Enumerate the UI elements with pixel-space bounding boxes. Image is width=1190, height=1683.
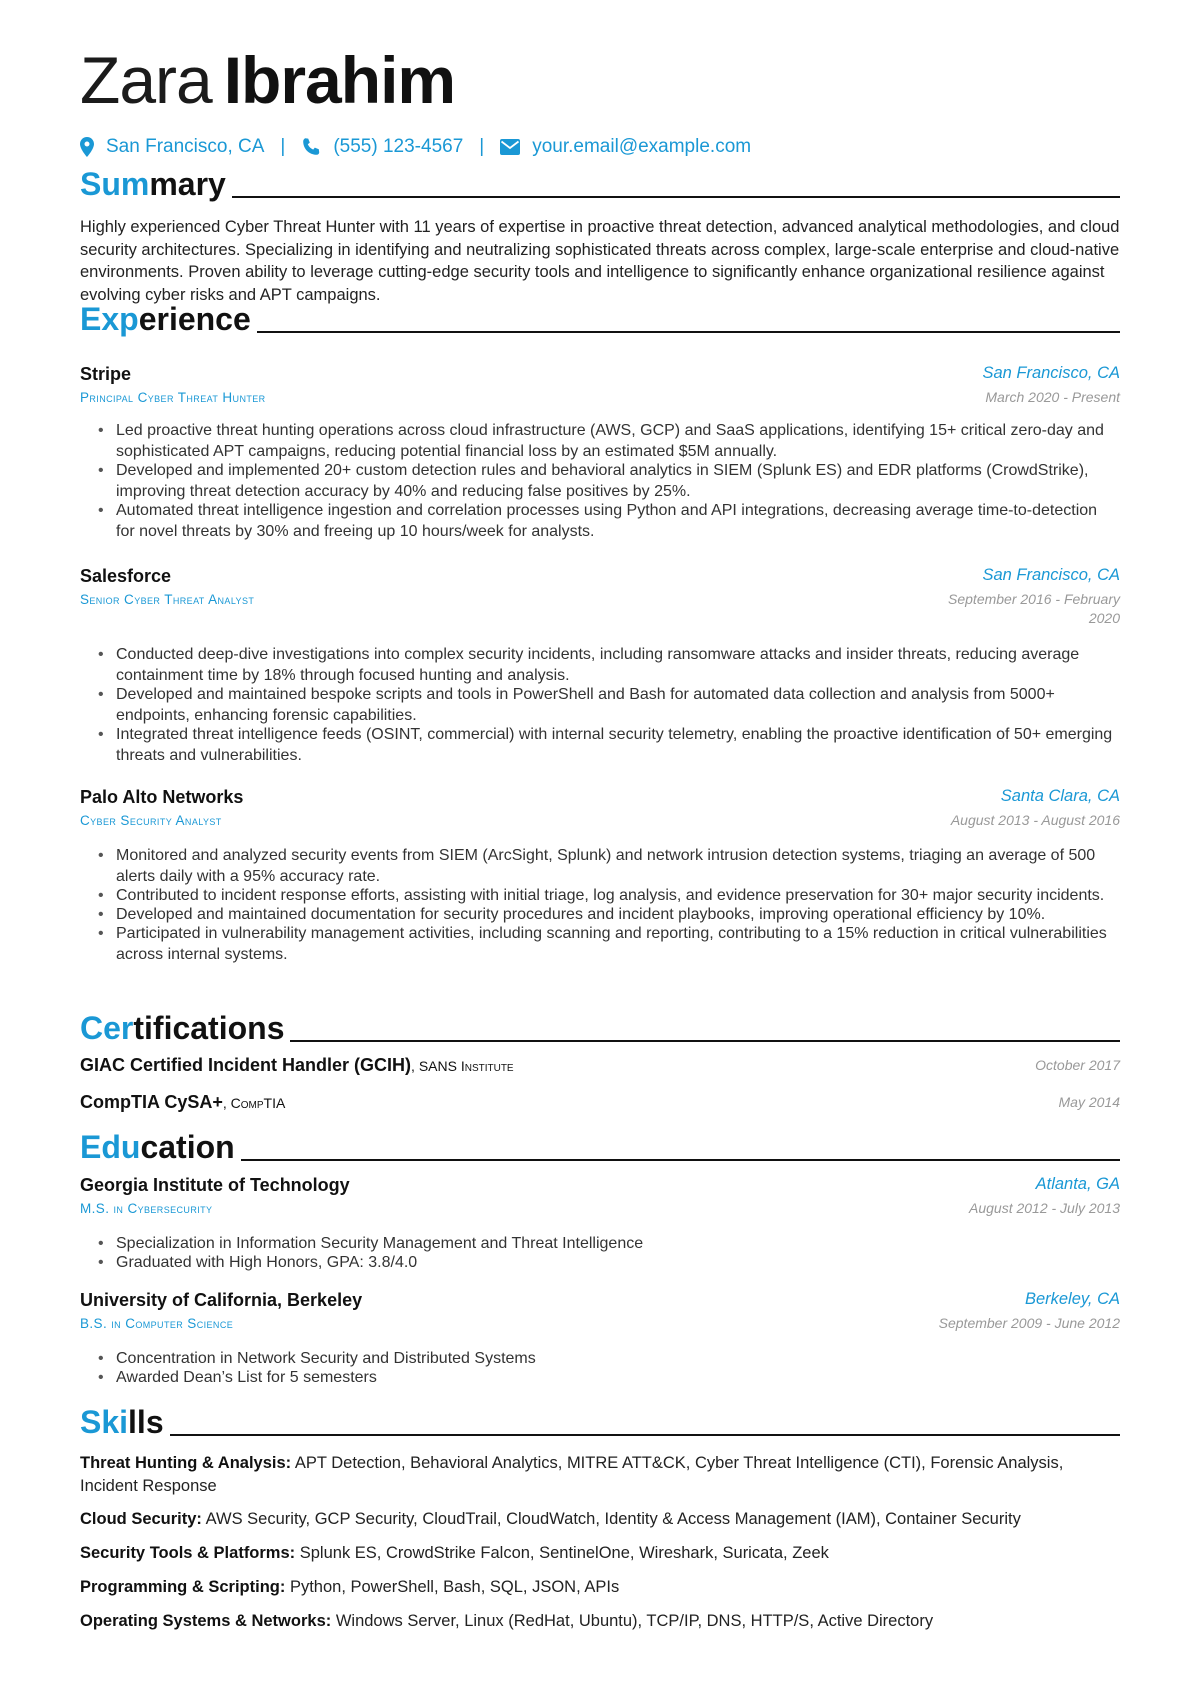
section-rule — [232, 196, 1120, 198]
bullet-item: • Developed and maintained bespoke scripts and tools in PowerShell and Bash for automated data collection and analysis from 5000+ endpoints, enhancing forensic capabilities. — [98, 684, 1118, 726]
section-heading — [80, 1125, 1120, 1167]
cert-date: October 2017 — [1035, 1057, 1120, 1073]
job-dates: March 2020 - Present — [985, 389, 1120, 405]
section-title: Skills — [80, 1404, 164, 1440]
bullet-item: • Developed and implemented 20+ custom detection rules and behavioral analytics in SIEM (Splunk ES) and EDR platforms (CrowdStrike), improving threat detection accuracy by 40% and reducing false positives by 25%. — [98, 460, 1118, 502]
section-title: Education — [80, 1129, 235, 1165]
contact-phone — [301, 136, 463, 158]
skill-list: AWS Security, GCP Security, CloudTrail, CloudWatch, Identity & Access Management (IAM), Container Security — [205, 1510, 1021, 1528]
contact-bar — [80, 132, 751, 162]
section-title: Summary — [80, 166, 226, 202]
degree: M.S. in Cybersecurity — [80, 1201, 213, 1216]
contact-separator: | — [479, 136, 485, 157]
resume-page — [80, 0, 1120, 1683]
skill-list: Splunk ES, CrowdStrike Falcon, SentinelOne, Wireshark, Suricata, Zeek — [299, 1544, 829, 1562]
job-bullets — [98, 420, 1118, 540]
skill-row — [80, 1576, 1120, 1599]
skill-list: APT Detection, Behavioral Analytics, MITRE ATT&CK, Cyber Threat Intelligence (CTI), Forensic Analysis, Incident Response — [80, 1454, 1064, 1495]
job-title: Senior Cyber Threat Analyst — [80, 592, 255, 607]
job-title: Cyber Security Analyst — [80, 813, 222, 828]
school-name: University of California, Berkeley — [80, 1290, 363, 1310]
job-bullets — [98, 845, 1118, 963]
skill-row — [80, 1610, 1120, 1633]
certification-item: GIAC Certified Incident Handler (GCIH), SANS Institute October 2017 — [80, 1055, 1120, 1075]
certifications-section — [80, 1006, 1120, 1048]
phone-text: (555) 123-4567 — [333, 136, 464, 157]
job-bullets — [98, 644, 1118, 764]
bullet-item: • Monitored and analyzed security events from SIEM (ArcSight, Splunk) and network intrusion detection systems, triaging an average of 500 alerts daily with a 95% accuracy rate. — [98, 845, 1118, 887]
job-title: Principal Cyber Threat Hunter — [80, 390, 266, 405]
candidate-name — [80, 40, 455, 120]
skill-row — [80, 1542, 1120, 1565]
section-heading — [80, 1400, 1120, 1442]
contact-separator: | — [280, 136, 286, 157]
cert-issuer: SANS Institute — [418, 1058, 514, 1074]
skill-list: Python, PowerShell, Bash, SQL, JSON, APIs — [289, 1578, 620, 1596]
education-bullets — [98, 1348, 1118, 1386]
phone-icon — [301, 137, 321, 157]
bullet-item: • Integrated threat intelligence feeds (OSINT, commercial) with internal security telemetry, enabling the proactive identification of 50+ emerging threats and vulnerabilities. — [98, 724, 1118, 766]
bullet-item: • Graduated with High Honors, GPA: 3.8/4.0 — [98, 1252, 1118, 1273]
section-rule — [290, 1040, 1120, 1042]
skill-category: Threat Hunting & Analysis: — [80, 1454, 292, 1472]
job-location: Santa Clara, CA — [1000, 787, 1120, 805]
section-heading — [80, 297, 1120, 339]
cert-date: May 2014 — [1058, 1094, 1120, 1110]
company-name: Palo Alto Networks — [80, 787, 244, 807]
bullet-item: • Conducted deep-dive investigations into complex security incidents, including ransomware attacks and insider threats, reducing average containment time by 18% through focused hunting and analysis. — [98, 644, 1118, 686]
experience-section — [80, 297, 1120, 339]
section-title: Experience — [80, 301, 251, 337]
bullet-item: • Developed and maintained documentation for security procedures and incident playbooks, improving operational efficiency by 10%. — [98, 904, 1118, 925]
map-pin-icon — [80, 137, 94, 157]
section-rule — [170, 1434, 1120, 1436]
summary-section — [80, 162, 1120, 204]
job-dates: August 2013 - August 2016 — [950, 812, 1120, 828]
education-section — [80, 1125, 1120, 1167]
school-dates: August 2012 - July 2013 — [969, 1200, 1120, 1216]
job-location: San Francisco, CA — [982, 566, 1120, 584]
bullet-item: • Automated threat intelligence ingestion and correlation processes using Python and API integrations, decreasing average time-to-detection for novel threats by 30% and freeing up 10 hours/week for analysts. — [98, 500, 1118, 542]
bullet-item: • Contributed to incident response efforts, assisting with initial triage, log analysis, and evidence preservation for 30+ major security incidents. — [98, 885, 1118, 906]
section-heading — [80, 162, 1120, 204]
contact-email[interactable] — [500, 136, 751, 158]
cert-issuer: CompTIA — [230, 1095, 286, 1111]
section-rule — [241, 1159, 1120, 1161]
cert-name: GIAC Certified Incident Handler (GCIH) — [80, 1055, 412, 1075]
skill-row — [80, 1452, 1120, 1497]
first-name: Zara — [80, 43, 212, 117]
skill-category: Security Tools & Platforms: — [80, 1544, 296, 1562]
skill-category: Programming & Scripting: — [80, 1578, 286, 1596]
skill-category: Operating Systems & Networks: — [80, 1612, 332, 1630]
envelope-icon — [500, 139, 520, 155]
bullet-item: • Specialization in Information Security Management and Threat Intelligence — [98, 1233, 1118, 1254]
last-name: Ibrahim — [223, 43, 456, 117]
education-bullets — [98, 1233, 1118, 1271]
school-name: Georgia Institute of Technology — [80, 1175, 350, 1195]
bullet-item: • Concentration in Network Security and Distributed Systems — [98, 1348, 1118, 1369]
certification-item: CompTIA CySA+, CompTIA May 2014 — [80, 1092, 1120, 1112]
skill-list: Windows Server, Linux (RedHat, Ubuntu), TCP/IP, DNS, HTTP/S, Active Directory — [335, 1612, 934, 1630]
location-text: San Francisco, CA — [106, 136, 265, 157]
job-dates: September 2016 - February 2020 — [948, 591, 1120, 626]
skill-row — [80, 1508, 1120, 1531]
section-title: Certifications — [80, 1010, 285, 1046]
contact-location — [80, 136, 264, 158]
bullet-item: • Led proactive threat hunting operations across cloud infrastructure (AWS, GCP) and SaaS applications, identifying 15+ critical zero-day and sophisticated APT campaigns, reducing potential financial loss by an estimated $5M annually. — [98, 420, 1118, 462]
bullet-item: • Participated in vulnerability management activities, including scanning and reporting, contributing to a 15% reduction in critical vulnerabilities across internal systems. — [98, 923, 1118, 965]
degree: B.S. in Computer Science — [80, 1316, 234, 1331]
section-heading — [80, 1006, 1120, 1048]
job-location: San Francisco, CA — [982, 364, 1120, 382]
school-location: Berkeley, CA — [1024, 1290, 1120, 1308]
school-location: Atlanta, GA — [1035, 1175, 1120, 1193]
bullet-item: • Awarded Dean’s List for 5 semesters — [98, 1367, 1118, 1388]
cert-name: CompTIA CySA+ — [80, 1092, 223, 1112]
email-link[interactable]: your.email@example.com — [532, 136, 752, 157]
skills-section — [80, 1400, 1120, 1442]
company-name: Stripe — [80, 364, 132, 384]
summary-text: Highly experienced Cyber Threat Hunter with 11 years of expertise in proactive threat detection, advanced analytical methodologies, and cloud security architectures. Specializing in identifying and neutralizing sophisticated threats across complex, large-scale enterprise and cloud-native environments. Proven ability to leverage cutting-edge security tools and intelligence to significantly enhance organizational resilience against evolving cyber risks and APT campaigns. — [80, 218, 1120, 304]
section-rule — [257, 331, 1120, 333]
school-dates: September 2009 - June 2012 — [938, 1315, 1120, 1331]
skill-category: Cloud Security: — [80, 1510, 202, 1528]
company-name: Salesforce — [80, 566, 172, 586]
